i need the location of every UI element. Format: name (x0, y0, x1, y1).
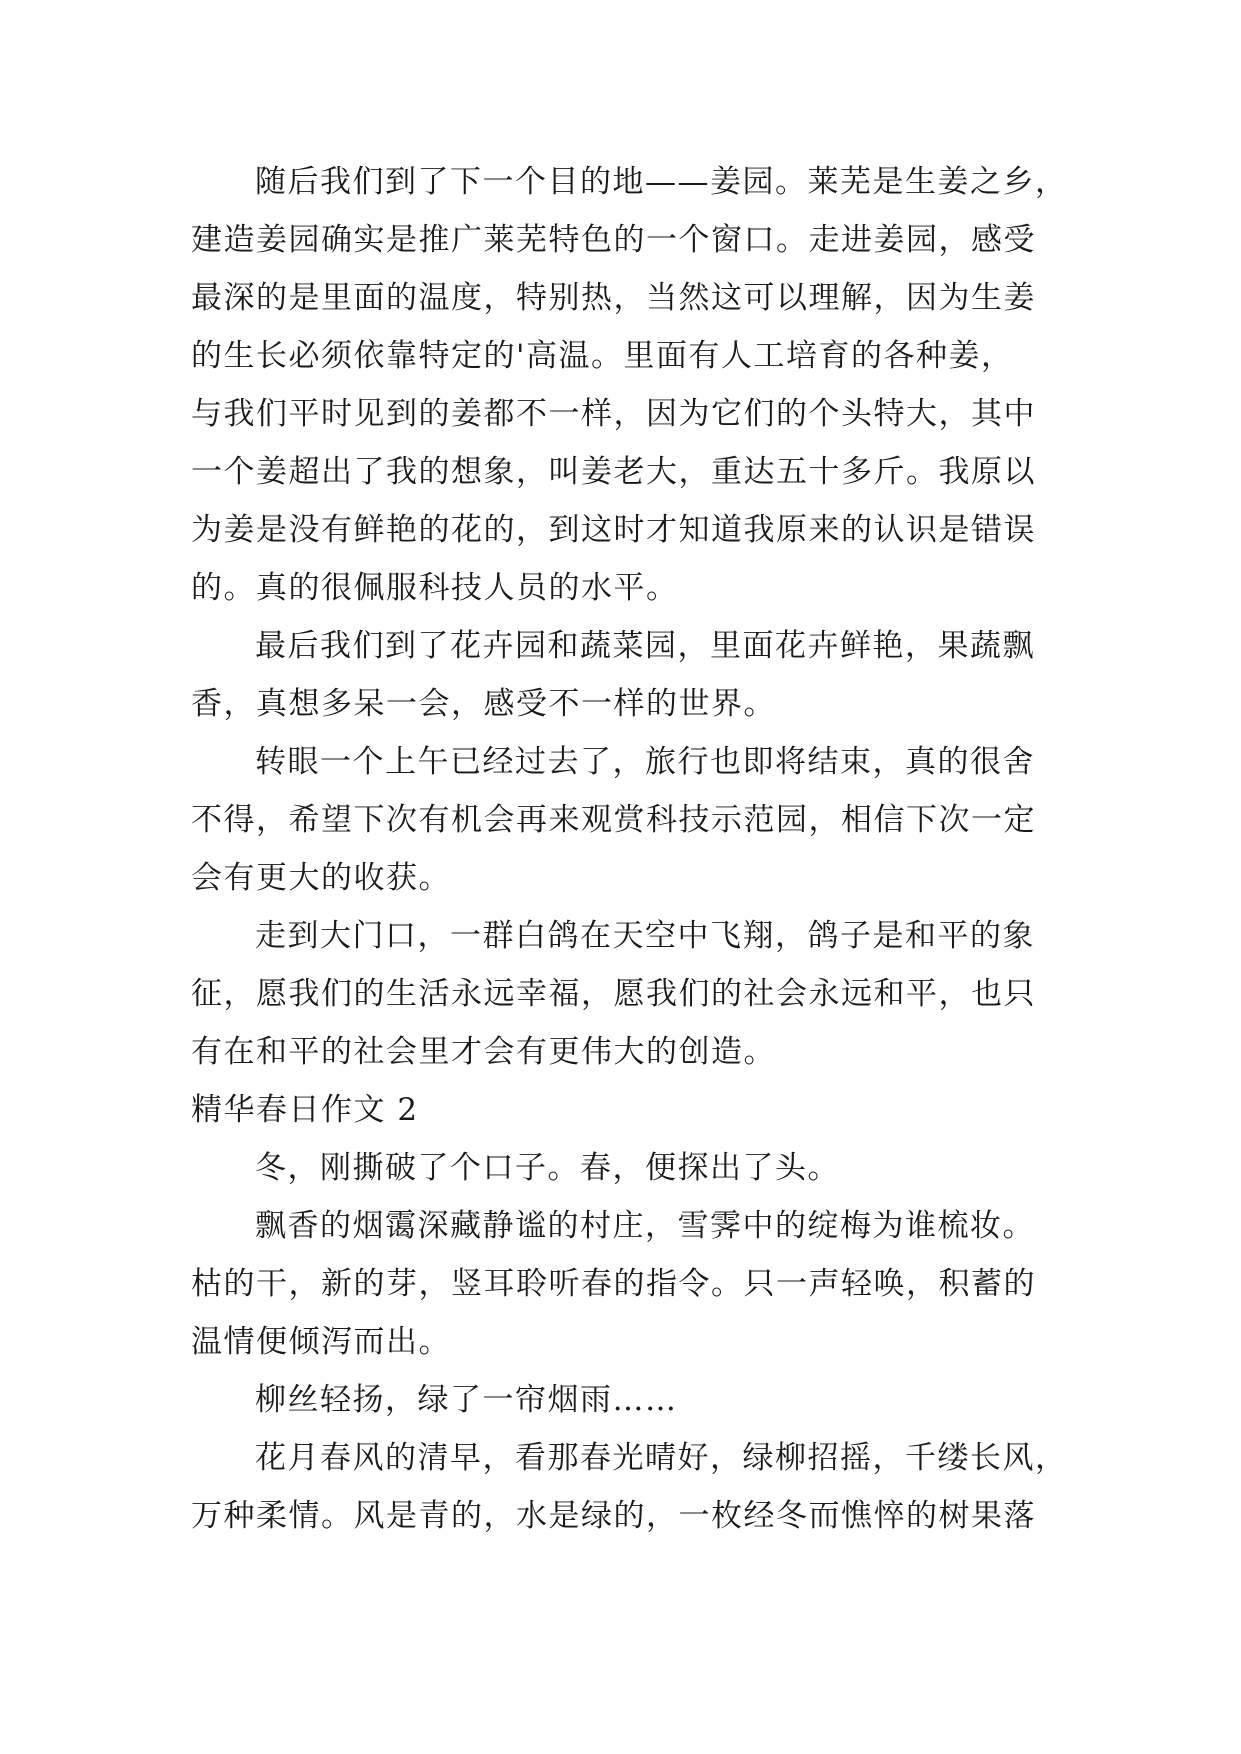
paragraph-line: 温情便倾泻而出。 (191, 1324, 451, 1360)
paragraph-line: 万种柔情。风是青的，水是绿的，一枚经冬而憔悴的树果落 (191, 1498, 1036, 1534)
paragraph-line: 转眼一个上午已经过去了，旅行也即将结束，真的很舍 (255, 744, 1035, 780)
section-heading: 精华春日作文 2 (191, 1092, 419, 1128)
paragraph-line: 与我们平时见到的姜都不一样，因为它们的个头特大，其中 (191, 396, 1036, 432)
paragraph-line: 征，愿我们的生活永远幸福，愿我们的社会永远和平，也只 (191, 976, 1036, 1012)
paragraph-line: 会有更大的收获。 (191, 860, 451, 896)
paragraph-line: 不得，希望下次有机会再来观赏科技示范园，相信下次一定 (191, 802, 1036, 838)
paragraph-line: 的。真的很佩服科技人员的水平。 (191, 570, 679, 606)
paragraph-line: 为姜是没有鲜艳的花的，到这时才知道我原来的认识是错误 (191, 512, 1036, 548)
paragraph-line: 的生长必须依靠特定的'高温。里面有人工培育的各种姜， (191, 338, 1014, 374)
paragraph-line: 一个姜超出了我的想象，叫姜老大，重达五十多斤。我原以 (191, 454, 1036, 490)
paragraph-line: 随后我们到了下一个目的地——姜园。莱芜是生姜之乡， (255, 164, 1068, 200)
paragraph-line: 最深的是里面的温度，特别热，当然这可以理解，因为生姜 (191, 280, 1036, 316)
paragraph-line: 香，真想多呆一会，感受不一样的世界。 (191, 686, 776, 722)
paragraph-line: 花月春风的清早，看那春光晴好，绿柳招摇，千缕长风， (255, 1440, 1068, 1476)
paragraph-line: 飘香的烟霭深藏静谧的村庄，雪霁中的绽梅为谁梳妆。 (255, 1208, 1035, 1244)
paragraph-line: 有在和平的社会里才会有更伟大的创造。 (191, 1034, 776, 1070)
paragraph-line: 柳丝轻扬，绿了一帘烟雨…… (255, 1382, 678, 1418)
paragraph-line: 枯的干，新的芽，竖耳聆听春的指令。只一声轻唤，积蓄的 (191, 1266, 1036, 1302)
paragraph-line: 冬，刚撕破了个口子。春，便探出了头。 (255, 1150, 840, 1186)
paragraph-line: 最后我们到了花卉园和蔬菜园，里面花卉鲜艳，果蔬飘 (255, 628, 1035, 664)
paragraph-line: 建造姜园确实是推广莱芜特色的一个窗口。走进姜园，感受 (191, 222, 1036, 258)
paragraph-line: 走到大门口，一群白鸽在天空中飞翔，鸽子是和平的象 (255, 918, 1035, 954)
